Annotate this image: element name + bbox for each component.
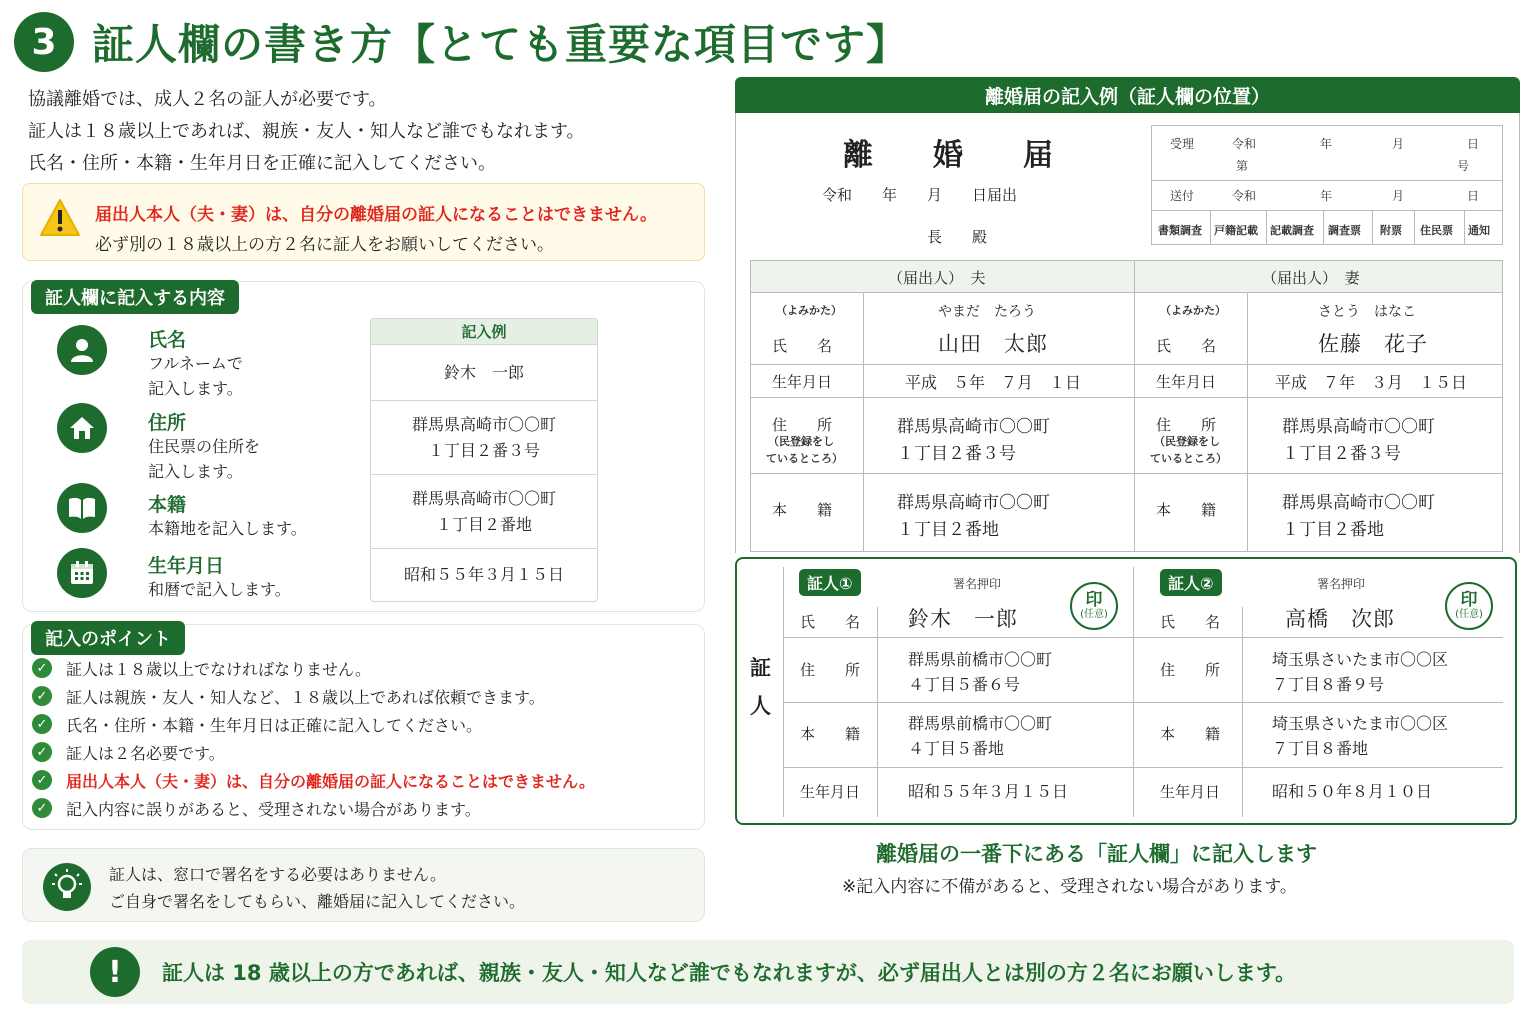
label-birth: 生年月日 (800, 783, 861, 801)
wife-name: 佐藤 花子 (1318, 332, 1428, 356)
example-honseki-1: 群馬県高崎市〇〇町 (411, 488, 556, 508)
point-item-emphasis: ✓ 届出人本人（夫・妻）は、自分の離婚届の証人になることはできません。 (32, 768, 595, 792)
label-address-note: ているところ） (1150, 452, 1227, 465)
page-title: 証人欄の書き方【とても重要な項目です】 (92, 20, 910, 69)
exclamation-icon: ! (90, 947, 140, 997)
point-item: ✓ 氏名・住所・本籍・生年月日は正確に記入してください。 (32, 712, 482, 736)
witness-2-honseki-1: 埼玉県さいたま市〇〇区 (1272, 714, 1449, 733)
point-item: ✓ 証人は２名必要です。 (32, 740, 225, 764)
example-honseki-2: １丁目２番地 (435, 514, 532, 534)
point-item: ✓ 証人は１８歳以上でなければなりません。 (32, 656, 371, 680)
husband-address-2: １丁目２番３号 (897, 444, 1016, 464)
person-icon (57, 325, 107, 375)
witness-1-sign-label: 署名押印 (953, 577, 1002, 591)
check-icon: ✓ (32, 714, 52, 734)
label-honseki: 本 籍 (1160, 725, 1221, 743)
item-title-birth: 生年月日 (148, 555, 225, 577)
wife-birth: 平成 ７年 ３月 １５日 (1275, 373, 1468, 392)
witness-1-tag: 証人① (799, 569, 861, 596)
witness-1-address-1: 群馬県前橋市〇〇町 (908, 650, 1053, 669)
tip-line-1: 証人は、窓口で署名をする必要はありません。 (109, 865, 446, 884)
item-desc-name-1: フルネームで (148, 354, 243, 373)
witness-2-birth: 昭和５０年８月１０日 (1272, 782, 1433, 801)
intro-line-3: 氏名・住所・本籍・生年月日を正確に記入してください。 (28, 153, 496, 174)
item-desc-birth: 和暦で記入します。 (148, 580, 291, 599)
wife-honseki-2: １丁目２番地 (1282, 520, 1384, 540)
witness-1-address-2: ４丁目５番６号 (908, 675, 1021, 694)
label-name: 氏 名 (1160, 613, 1221, 631)
book-icon (57, 483, 107, 533)
example-address-1: 群馬県高崎市〇〇町 (411, 414, 556, 434)
point-item: ✓ 記入内容に誤りがあると、受理されない場合があります。 (32, 796, 481, 820)
point-item: ✓ 証人は親族・友人・知人など、１８歳以上であれば依頼できます。 (32, 684, 545, 708)
witness-side-label: 人 (750, 694, 771, 718)
husband-yomi: やまだ たろう (938, 304, 1036, 320)
label-name: 氏 名 (1156, 337, 1217, 355)
form-title: 離 婚 届 (843, 138, 1053, 173)
tip-box (22, 848, 705, 922)
label-birth: 生年月日 (1160, 783, 1221, 801)
label-address-note: （民登録をし (768, 435, 834, 448)
wife-header: （届出人） 妻 (1262, 269, 1360, 287)
example-name: 鈴木 一郎 (443, 362, 524, 382)
witness-1-birth: 昭和５５年３月１５日 (908, 782, 1069, 801)
witness-1-honseki-2: ４丁目５番地 (908, 739, 1005, 758)
witness-2-tag: 証人② (1160, 569, 1222, 596)
example-name-cell (371, 345, 597, 401)
label-address-note: （民登録をし (1154, 435, 1220, 448)
check-icon: ✓ (32, 686, 52, 706)
check-icon: ✓ (32, 798, 52, 818)
form-addressee: 長 殿 (927, 228, 988, 246)
form-header: 離婚届の記入例（証人欄の位置） (735, 77, 1520, 113)
example-table (370, 318, 598, 602)
intro-line-1: 協議離婚では、成人２名の証人が必要です。 (28, 89, 387, 110)
warning-box (22, 183, 705, 261)
witness-side-label: 証 (750, 656, 771, 680)
wife-address-2: １丁目２番３号 (1282, 444, 1401, 464)
example-birth: 昭和５５年３月１５日 (403, 565, 564, 584)
calendar-icon (57, 548, 107, 598)
label-address: 住 所 (1156, 416, 1217, 434)
wife-address-1: 群馬県高崎市〇〇町 (1282, 417, 1435, 437)
label-honseki: 本 籍 (1156, 501, 1217, 519)
husband-honseki-2: １丁目２番地 (897, 520, 999, 540)
witness-2-name: 高橋 次郎 (1285, 607, 1395, 631)
check-icon: ✓ (32, 658, 52, 678)
item-title-honseki: 本籍 (148, 494, 187, 516)
section-number-badge: 3 (14, 12, 74, 72)
warning-text-emphasis: 届出人本人（夫・妻）は、自分の離婚届の証人になることはできません。 (95, 205, 658, 225)
banner-text: 証人は 18 歳以上の方であれば、親族・友人・知人など誰でもなれますが、必ず届出人とは別の方２名にお願いします。 (162, 961, 1297, 985)
points-section-label: 記入のポイント (31, 621, 185, 655)
tip-line-2: ご自身で署名をしてもらい、離婚届に記入してください。 (109, 892, 526, 911)
label-name: 氏 名 (800, 613, 861, 631)
witness-2-address-1: 埼玉県さいたま市〇〇区 (1272, 650, 1449, 669)
witness-position-note: 離婚届の一番下にある「証人欄」に記入します (876, 842, 1317, 866)
intro-line-2: 証人は１８歳以上であれば、親族・友人・知人など誰でもなれます。 (28, 121, 585, 142)
example-honseki-cell (371, 475, 597, 549)
warning-text: 必ず別の１８歳以上の方２名に証人をお願いしてください。 (95, 235, 554, 255)
label-address-note: ているところ） (766, 452, 843, 465)
contents-section-label: 証人欄に記入する内容 (31, 280, 239, 314)
label-honseki: 本 籍 (800, 725, 861, 743)
label-address: 住 所 (1160, 661, 1221, 679)
label-address: 住 所 (772, 416, 833, 434)
wife-honseki-1: 群馬県高崎市〇〇町 (1282, 493, 1435, 513)
item-title-name: 氏名 (148, 329, 187, 351)
wife-yomi: さとう はなこ (1318, 304, 1416, 320)
contents-section (22, 281, 705, 612)
house-icon (57, 403, 107, 453)
example-address-cell (371, 401, 597, 475)
witness-2-address-2: ７丁目８番９号 (1272, 675, 1385, 694)
form-date-line: 令和 年 月 日届出 (822, 186, 1018, 204)
husband-name: 山田 太郎 (938, 332, 1048, 356)
label-address: 住 所 (800, 661, 861, 679)
item-desc-address-2: 記入します。 (148, 462, 243, 481)
seal-icon: 印 (任意) (1445, 582, 1493, 630)
check-icon: ✓ (32, 770, 52, 790)
witness-1-honseki-1: 群馬県前橋市〇〇町 (908, 714, 1053, 733)
check-icon: ✓ (32, 742, 52, 762)
item-title-address: 住所 (148, 412, 187, 434)
seal-icon: 印 (任意) (1070, 582, 1118, 630)
bottom-banner (22, 940, 1514, 1004)
warning-icon (39, 198, 81, 238)
example-table-header: 記入例 (371, 319, 597, 345)
example-address-2: １丁目２番３号 (427, 440, 540, 460)
label-yomi: （よみかた） (776, 304, 842, 317)
label-name: 氏 名 (772, 337, 833, 355)
label-honseki: 本 籍 (772, 501, 833, 519)
item-desc-name-2: 記入します。 (148, 379, 243, 398)
example-birth-cell (371, 549, 597, 601)
witness-2-sign-label: 署名押印 (1317, 577, 1366, 591)
lightbulb-icon (43, 863, 91, 911)
witness-caution-note: ※記入内容に不備があると、受理されない場合があります。 (842, 877, 1297, 897)
husband-birth: 平成 ５年 ７月 １日 (905, 373, 1082, 392)
label-birth: 生年月日 (1156, 373, 1217, 391)
witness-2-honseki-2: ７丁目８番地 (1272, 739, 1369, 758)
office-use-box: 受理 令和 年 月 日 第 号 送付 令和 年 月 日 書類調査 戸籍記載 記載調査 調査票 附票 住民票 通知 (1151, 125, 1503, 245)
witness-1-name: 鈴木 一郎 (908, 607, 1018, 631)
husband-address-1: 群馬県高崎市〇〇町 (897, 417, 1050, 437)
item-desc-address-1: 住民票の住所を (148, 437, 261, 456)
husband-honseki-1: 群馬県高崎市〇〇町 (897, 493, 1050, 513)
label-yomi: （よみかた） (1160, 304, 1226, 317)
husband-header: （届出人） 夫 (888, 269, 986, 287)
label-birth: 生年月日 (772, 373, 833, 391)
item-desc-honseki: 本籍地を記入します。 (148, 519, 307, 538)
